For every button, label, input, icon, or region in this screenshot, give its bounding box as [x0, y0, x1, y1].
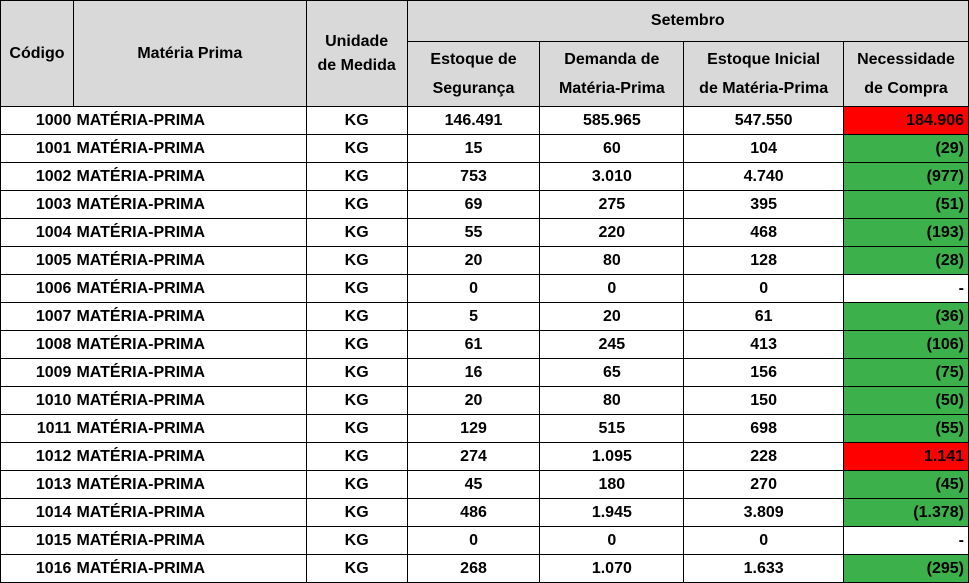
cell-material: MATÉRIA-PRIMA [73, 191, 306, 219]
cell-initial-stock: 1.633 [684, 555, 844, 583]
cell-purchase-need: (1.378) [844, 499, 969, 527]
header-need-line1: Necessidade [857, 51, 955, 68]
cell-code: 1001 [1, 135, 74, 163]
cell-safety-stock: 61 [407, 331, 540, 359]
cell-unit: KG [306, 527, 407, 555]
cell-code: 1005 [1, 247, 74, 275]
cell-safety-stock: 20 [407, 387, 540, 415]
cell-purchase-need: (50) [844, 387, 969, 415]
cell-demand: 220 [540, 219, 684, 247]
cell-unit: KG [306, 191, 407, 219]
cell-initial-stock: 468 [684, 219, 844, 247]
cell-initial-stock: 270 [684, 471, 844, 499]
header-initial-line1: Estoque Inicial [707, 51, 821, 68]
cell-purchase-need: (106) [844, 331, 969, 359]
cell-safety-stock: 69 [407, 191, 540, 219]
cell-safety-stock: 268 [407, 555, 540, 583]
cell-material: MATÉRIA-PRIMA [73, 387, 306, 415]
cell-unit: KG [306, 275, 407, 303]
cell-code: 1004 [1, 219, 74, 247]
cell-unit: KG [306, 107, 407, 135]
table-row [1, 331, 969, 359]
cell-demand: 180 [540, 471, 684, 499]
table-row [1, 387, 969, 415]
cell-purchase-need: - [844, 527, 969, 555]
cell-unit: KG [306, 555, 407, 583]
cell-initial-stock: 128 [684, 247, 844, 275]
cell-purchase-need: (51) [844, 191, 969, 219]
header-demand-line1: Demanda de [564, 51, 660, 68]
cell-code: 1002 [1, 163, 74, 191]
table-header [1, 1, 969, 107]
table-row [1, 247, 969, 275]
header-safety-line1: Estoque de [430, 51, 517, 68]
cell-purchase-need: (29) [844, 135, 969, 163]
table-row [1, 359, 969, 387]
header-unit-line1: Unidade [325, 32, 389, 50]
cell-safety-stock: 0 [407, 275, 540, 303]
cell-unit: KG [306, 247, 407, 275]
cell-code: 1012 [1, 443, 74, 471]
table-row [1, 163, 969, 191]
header-need-line2: de Compra [864, 80, 948, 97]
cell-material: MATÉRIA-PRIMA [73, 303, 306, 331]
cell-demand: 0 [540, 527, 684, 555]
table-row [1, 219, 969, 247]
cell-code: 1009 [1, 359, 74, 387]
cell-unit: KG [306, 471, 407, 499]
table-row [1, 135, 969, 163]
cell-purchase-need: (75) [844, 359, 969, 387]
cell-unit: KG [306, 163, 407, 191]
cell-material: MATÉRIA-PRIMA [73, 555, 306, 583]
table-body [1, 107, 969, 583]
cell-unit: KG [306, 415, 407, 443]
cell-demand: 1.945 [540, 499, 684, 527]
cell-unit: KG [306, 443, 407, 471]
cell-safety-stock: 753 [407, 163, 540, 191]
cell-initial-stock: 547.550 [684, 107, 844, 135]
cell-code: 1011 [1, 415, 74, 443]
cell-demand: 20 [540, 303, 684, 331]
cell-initial-stock: 228 [684, 443, 844, 471]
cell-purchase-need: (977) [844, 163, 969, 191]
cell-code: 1000 [1, 107, 74, 135]
cell-material: MATÉRIA-PRIMA [73, 331, 306, 359]
cell-safety-stock: 5 [407, 303, 540, 331]
cell-purchase-need: 184.906 [844, 107, 969, 135]
cell-purchase-need: - [844, 275, 969, 303]
header-demand [540, 42, 684, 107]
cell-initial-stock: 4.740 [684, 163, 844, 191]
cell-unit: KG [306, 387, 407, 415]
cell-code: 1014 [1, 499, 74, 527]
cell-material: MATÉRIA-PRIMA [73, 359, 306, 387]
cell-demand: 3.010 [540, 163, 684, 191]
cell-safety-stock: 20 [407, 247, 540, 275]
header-unit-line2: de Medida [317, 56, 396, 74]
cell-material: MATÉRIA-PRIMA [73, 247, 306, 275]
table-row [1, 443, 969, 471]
header-purchase-need [844, 42, 969, 107]
cell-demand: 80 [540, 387, 684, 415]
header-month: Setembro [407, 1, 968, 42]
header-unit [306, 1, 407, 107]
cell-safety-stock: 486 [407, 499, 540, 527]
cell-demand: 515 [540, 415, 684, 443]
cell-initial-stock: 156 [684, 359, 844, 387]
cell-safety-stock: 45 [407, 471, 540, 499]
cell-purchase-need: (55) [844, 415, 969, 443]
header-demand-line2: Matéria-Prima [558, 80, 665, 97]
cell-purchase-need: (28) [844, 247, 969, 275]
cell-demand: 1.070 [540, 555, 684, 583]
cell-material: MATÉRIA-PRIMA [73, 471, 306, 499]
cell-safety-stock: 16 [407, 359, 540, 387]
cell-code: 1010 [1, 387, 74, 415]
cell-demand: 1.095 [540, 443, 684, 471]
cell-purchase-need: (36) [844, 303, 969, 331]
cell-initial-stock: 698 [684, 415, 844, 443]
cell-code: 1006 [1, 275, 74, 303]
cell-code: 1008 [1, 331, 74, 359]
cell-initial-stock: 61 [684, 303, 844, 331]
cell-initial-stock: 395 [684, 191, 844, 219]
cell-unit: KG [306, 331, 407, 359]
cell-material: MATÉRIA-PRIMA [73, 415, 306, 443]
table-row [1, 471, 969, 499]
table-row [1, 303, 969, 331]
table-row [1, 191, 969, 219]
header-initial-stock [684, 42, 844, 107]
cell-demand: 60 [540, 135, 684, 163]
cell-unit: KG [306, 499, 407, 527]
table-row [1, 527, 969, 555]
cell-code: 1003 [1, 191, 74, 219]
cell-initial-stock: 0 [684, 275, 844, 303]
cell-initial-stock: 0 [684, 527, 844, 555]
cell-material: MATÉRIA-PRIMA [73, 163, 306, 191]
table-row [1, 555, 969, 583]
cell-initial-stock: 104 [684, 135, 844, 163]
cell-unit: KG [306, 219, 407, 247]
cell-code: 1007 [1, 303, 74, 331]
cell-purchase-need: (45) [844, 471, 969, 499]
table-row [1, 275, 969, 303]
table-row [1, 499, 969, 527]
table-row [1, 415, 969, 443]
header-safety-stock [407, 42, 540, 107]
cell-purchase-need: (295) [844, 555, 969, 583]
header-safety-line2: Segurança [432, 80, 515, 97]
cell-demand: 80 [540, 247, 684, 275]
cell-safety-stock: 129 [407, 415, 540, 443]
header-code: Código [1, 1, 74, 107]
cell-purchase-need: 1.141 [844, 443, 969, 471]
cell-material: MATÉRIA-PRIMA [73, 219, 306, 247]
cell-demand: 585.965 [540, 107, 684, 135]
cell-safety-stock: 274 [407, 443, 540, 471]
cell-material: MATÉRIA-PRIMA [73, 107, 306, 135]
header-material: Matéria Prima [73, 1, 306, 107]
cell-safety-stock: 146.491 [407, 107, 540, 135]
cell-code: 1013 [1, 471, 74, 499]
cell-code: 1015 [1, 527, 74, 555]
cell-code: 1016 [1, 555, 74, 583]
cell-material: MATÉRIA-PRIMA [73, 135, 306, 163]
cell-material: MATÉRIA-PRIMA [73, 443, 306, 471]
cell-demand: 275 [540, 191, 684, 219]
cell-material: MATÉRIA-PRIMA [73, 527, 306, 555]
cell-demand: 245 [540, 331, 684, 359]
cell-initial-stock: 150 [684, 387, 844, 415]
cell-safety-stock: 15 [407, 135, 540, 163]
cell-initial-stock: 3.809 [684, 499, 844, 527]
cell-unit: KG [306, 135, 407, 163]
cell-initial-stock: 413 [684, 331, 844, 359]
cell-unit: KG [306, 303, 407, 331]
cell-demand: 0 [540, 275, 684, 303]
table-row [1, 107, 969, 135]
cell-material: MATÉRIA-PRIMA [73, 275, 306, 303]
cell-unit: KG [306, 359, 407, 387]
cell-demand: 65 [540, 359, 684, 387]
cell-safety-stock: 55 [407, 219, 540, 247]
cell-material: MATÉRIA-PRIMA [73, 499, 306, 527]
cell-purchase-need: (193) [844, 219, 969, 247]
header-initial-line2: de Matéria-Prima [699, 80, 829, 97]
cell-safety-stock: 0 [407, 527, 540, 555]
